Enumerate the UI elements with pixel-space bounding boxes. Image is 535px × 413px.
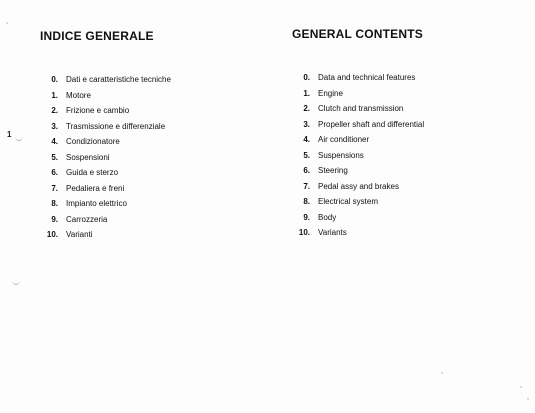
toc-title: Frizione e cambio — [66, 106, 130, 115]
italian-contents-column — [40, 28, 270, 243]
toc-title: Electrical system — [318, 197, 379, 206]
toc-title: Propeller shaft and differential — [318, 119, 425, 129]
toc-item[interactable] — [40, 72, 270, 88]
toc-number: 4. — [303, 135, 310, 144]
toc-title: Trasmissione e differenziale — [66, 121, 166, 131]
toc-item[interactable] — [40, 150, 270, 166]
toc-item[interactable] — [292, 225, 522, 241]
toc-number: 7. — [303, 181, 310, 191]
toc-item[interactable] — [292, 179, 522, 195]
toc-title: Steering — [318, 166, 348, 175]
toc-number: 3. — [51, 121, 58, 131]
toc-number: 5. — [303, 150, 310, 160]
toc-number: 7. — [51, 183, 58, 193]
italian-toc-list — [40, 72, 270, 243]
toc-title: Guida e sterzo — [66, 168, 119, 177]
toc-number: 1. — [303, 88, 310, 98]
toc-item[interactable] — [292, 194, 522, 210]
toc-title: Engine — [318, 88, 343, 98]
toc-number: 0. — [303, 73, 310, 82]
english-toc-list — [292, 70, 522, 241]
toc-title: Motore — [66, 90, 91, 100]
toc-item[interactable] — [40, 165, 270, 181]
toc-title: Condizionatore — [66, 137, 120, 146]
toc-title: Suspensions — [318, 150, 364, 160]
english-contents-column — [292, 28, 522, 241]
scan-speck — [441, 372, 443, 374]
toc-number: 9. — [51, 214, 58, 224]
toc-number: 6. — [303, 166, 310, 175]
toc-title: Impianto elettrico — [66, 199, 127, 208]
toc-number: 4. — [51, 137, 58, 146]
toc-item[interactable] — [40, 134, 270, 150]
toc-title: Clutch and transmission — [318, 104, 404, 113]
toc-item[interactable] — [292, 86, 522, 102]
scan-speck — [6, 22, 8, 24]
toc-number: 2. — [303, 104, 310, 113]
toc-item[interactable] — [292, 117, 522, 133]
toc-number: 5. — [51, 152, 58, 162]
toc-item[interactable] — [40, 103, 270, 119]
margin-scan-mark — [15, 136, 23, 141]
toc-title: Carrozzeria — [66, 214, 108, 224]
toc-item[interactable] — [40, 212, 270, 228]
english-heading: GENERAL CONTENTS — [292, 27, 423, 41]
toc-title: Pedal assy and brakes — [318, 181, 399, 191]
toc-title: Body — [318, 212, 337, 222]
toc-item[interactable] — [40, 227, 270, 243]
toc-item[interactable] — [40, 181, 270, 197]
toc-number: 2. — [51, 106, 58, 115]
toc-number: 9. — [303, 212, 310, 222]
toc-title: Dati e caratteristiche tecniche — [66, 75, 171, 84]
toc-item[interactable] — [40, 119, 270, 135]
toc-number: 8. — [303, 197, 310, 206]
scan-speck — [520, 386, 522, 388]
italian-heading: INDICE GENERALE — [40, 29, 154, 43]
toc-item[interactable] — [40, 88, 270, 104]
toc-number: 8. — [51, 199, 58, 208]
toc-item[interactable] — [292, 70, 522, 86]
toc-title: Pedaliera e freni — [66, 183, 125, 193]
toc-title: Sospensioni — [66, 152, 110, 162]
toc-number: 10. — [298, 228, 310, 237]
toc-title: Data and technical features — [318, 73, 416, 82]
scan-speck — [527, 398, 529, 400]
toc-number: 0. — [51, 75, 58, 84]
margin-page-mark: 1 — [7, 130, 12, 139]
toc-number: 6. — [51, 168, 58, 177]
toc-item[interactable] — [292, 132, 522, 148]
toc-item[interactable] — [292, 148, 522, 164]
toc-number: 3. — [303, 119, 310, 129]
toc-item[interactable] — [292, 101, 522, 117]
toc-item[interactable] — [292, 210, 522, 226]
toc-item[interactable] — [292, 163, 522, 179]
toc-title: Variants — [318, 228, 347, 237]
toc-item[interactable] — [40, 196, 270, 212]
margin-scan-mark — [12, 280, 20, 285]
toc-number: 1. — [51, 90, 58, 100]
toc-title: Varianti — [66, 230, 93, 239]
toc-title: Air conditioner — [318, 135, 370, 144]
toc-number: 10. — [46, 230, 58, 239]
